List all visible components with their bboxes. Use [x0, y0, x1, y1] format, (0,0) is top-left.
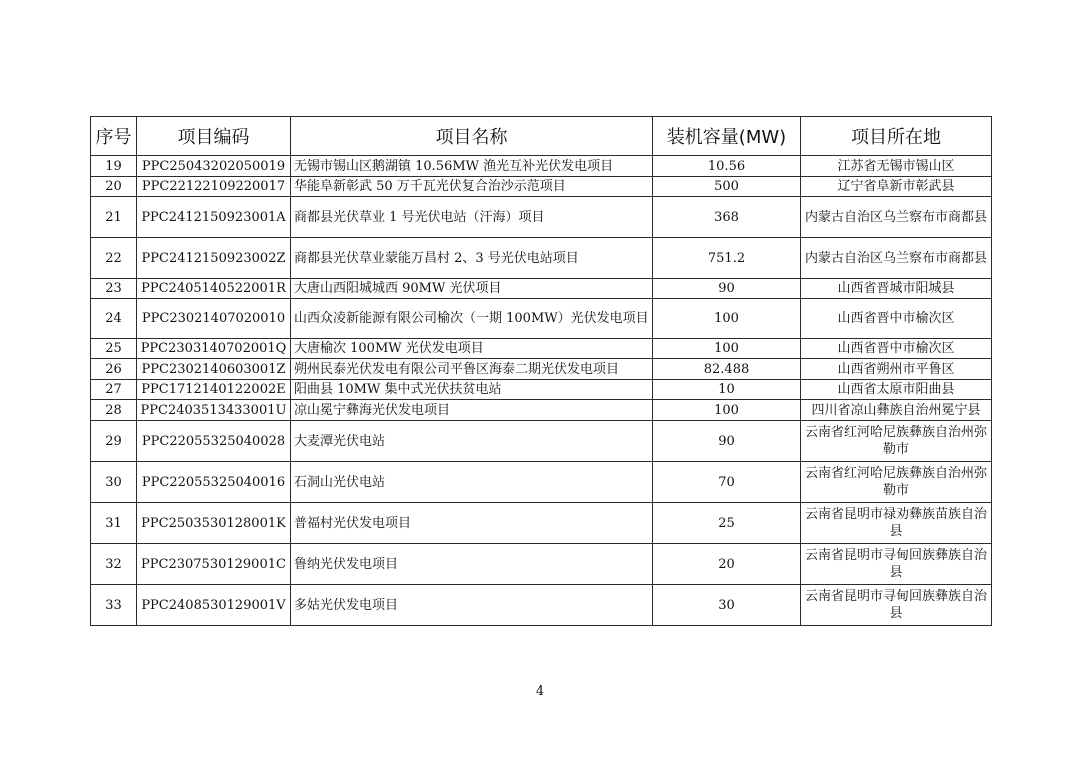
row-index: 33 — [91, 585, 137, 626]
row-index: 24 — [91, 299, 137, 339]
table-row — [91, 421, 992, 462]
project-name-cell: 多姑光伏发电项目 — [291, 585, 653, 626]
project-name-cell: 普福村光伏发电项目 — [291, 503, 653, 544]
table-row — [91, 585, 992, 626]
table-row — [91, 156, 992, 177]
location-cell: 四川省凉山彝族自治州冕宁县 — [801, 400, 992, 421]
location-cell: 内蒙古自治区乌兰察布市商都县 — [801, 197, 992, 238]
location-cell: 云南省昆明市寻甸回族彝族自治县 — [801, 585, 992, 626]
table-row — [91, 380, 992, 400]
row-index: 21 — [91, 197, 137, 238]
table-row — [91, 299, 992, 339]
project-code-cell: PPC2503530128001K — [137, 503, 291, 544]
row-index: 26 — [91, 359, 137, 380]
table-row — [91, 279, 992, 299]
project-name-cell: 阳曲县 10MW 集中式光伏扶贫电站 — [291, 380, 653, 400]
header-location: 项目所在地 — [801, 117, 992, 156]
project-name-cell: 山西众凌新能源有限公司榆次（一期 100MW）光伏发电项目 — [291, 299, 653, 339]
project-code-cell: PPC22122109220017 — [137, 177, 291, 197]
capacity-cell: 368 — [653, 197, 801, 238]
row-index: 30 — [91, 462, 137, 503]
project-code-cell: PPC2412150923001A — [137, 197, 291, 238]
project-table — [90, 116, 992, 626]
project-name-cell: 商都县光伏草业蒙能万昌村 2、3 号光伏电站项目 — [291, 238, 653, 279]
capacity-cell: 70 — [653, 462, 801, 503]
header-capacity: 装机容量(MW) — [653, 117, 801, 156]
capacity-cell: 90 — [653, 421, 801, 462]
capacity-cell: 30 — [653, 585, 801, 626]
table-row — [91, 400, 992, 421]
location-cell: 云南省昆明市禄劝彝族苗族自治县 — [801, 503, 992, 544]
row-index: 31 — [91, 503, 137, 544]
capacity-cell: 10 — [653, 380, 801, 400]
project-name-cell: 华能阜新彰武 50 万千瓦光伏复合治沙示范项目 — [291, 177, 653, 197]
location-cell: 云南省红河哈尼族彝族自治州弥勒市 — [801, 421, 992, 462]
project-name-cell: 大唐山西阳城城西 90MW 光伏项目 — [291, 279, 653, 299]
table-row — [91, 359, 992, 380]
project-code-cell: PPC22055325040028 — [137, 421, 291, 462]
capacity-cell: 90 — [653, 279, 801, 299]
table-body — [91, 156, 992, 626]
capacity-cell: 500 — [653, 177, 801, 197]
table-row — [91, 339, 992, 359]
location-cell: 云南省昆明市寻甸回族彝族自治县 — [801, 544, 992, 585]
header-project-code: 项目编码 — [137, 117, 291, 156]
row-index: 29 — [91, 421, 137, 462]
location-cell: 江苏省无锡市锡山区 — [801, 156, 992, 177]
location-cell: 山西省朔州市平鲁区 — [801, 359, 992, 380]
location-cell: 山西省晋中市榆次区 — [801, 339, 992, 359]
row-index: 22 — [91, 238, 137, 279]
capacity-cell: 82.488 — [653, 359, 801, 380]
project-code-cell: PPC2403513433001U — [137, 400, 291, 421]
project-name-cell: 大唐榆次 100MW 光伏发电项目 — [291, 339, 653, 359]
row-index: 28 — [91, 400, 137, 421]
row-index: 25 — [91, 339, 137, 359]
row-index: 20 — [91, 177, 137, 197]
capacity-cell: 100 — [653, 400, 801, 421]
project-name-cell: 大麦潭光伏电站 — [291, 421, 653, 462]
project-code-cell: PPC23021407020010 — [137, 299, 291, 339]
capacity-cell: 100 — [653, 299, 801, 339]
project-name-cell: 鲁纳光伏发电项目 — [291, 544, 653, 585]
project-name-cell: 石洞山光伏电站 — [291, 462, 653, 503]
header-project-name: 项目名称 — [291, 117, 653, 156]
project-name-cell: 商都县光伏草业 1 号光伏电站（汗海）项目 — [291, 197, 653, 238]
project-code-cell: PPC171214012200​2E — [137, 380, 291, 400]
project-code-cell: PPC2303140702001Q — [137, 339, 291, 359]
capacity-cell: 10.56 — [653, 156, 801, 177]
project-code-cell: PPC25043202050019 — [137, 156, 291, 177]
project-code-cell: PPC2408530129001V — [137, 585, 291, 626]
project-code-cell: PPC2405140522001R — [137, 279, 291, 299]
capacity-cell: 751.2 — [653, 238, 801, 279]
location-cell: 山西省太原市阳曲县 — [801, 380, 992, 400]
page-number: 4 — [535, 684, 545, 699]
table-row — [91, 238, 992, 279]
location-cell: 辽宁省阜新市彰武县 — [801, 177, 992, 197]
capacity-cell: 25 — [653, 503, 801, 544]
project-code-cell: PPC22055325040016 — [137, 462, 291, 503]
table-row — [91, 462, 992, 503]
table-row — [91, 503, 992, 544]
location-cell: 内蒙古自治区乌兰察布市商都县 — [801, 238, 992, 279]
table-row — [91, 197, 992, 238]
project-name-cell: 朔州民泰光伏发电有限公司平鲁区海泰二期光伏发电项目 — [291, 359, 653, 380]
table-row — [91, 544, 992, 585]
project-name-cell: 无锡市锡山区鹅湖镇 10.56MW 渔光互补光伏发电项目 — [291, 156, 653, 177]
row-index: 23 — [91, 279, 137, 299]
project-name-cell: 凉山冕宁彝海光伏发电项目 — [291, 400, 653, 421]
header-index: 序号 — [91, 117, 137, 156]
location-cell: 山西省晋城市阳城县 — [801, 279, 992, 299]
location-cell: 云南省红河哈尼族彝族自治州弥勒市 — [801, 462, 992, 503]
project-code-cell: PPC2302140603001Z — [137, 359, 291, 380]
project-code-cell: PPC2412150923002Z — [137, 238, 291, 279]
row-index: 32 — [91, 544, 137, 585]
row-index: 27 — [91, 380, 137, 400]
location-cell: 山西省晋中市榆次区 — [801, 299, 992, 339]
capacity-cell: 20 — [653, 544, 801, 585]
row-index: 19 — [91, 156, 137, 177]
table-header-row — [91, 117, 992, 156]
table-row — [91, 177, 992, 197]
project-code-cell: PPC2307530129001C — [137, 544, 291, 585]
capacity-cell: 100 — [653, 339, 801, 359]
